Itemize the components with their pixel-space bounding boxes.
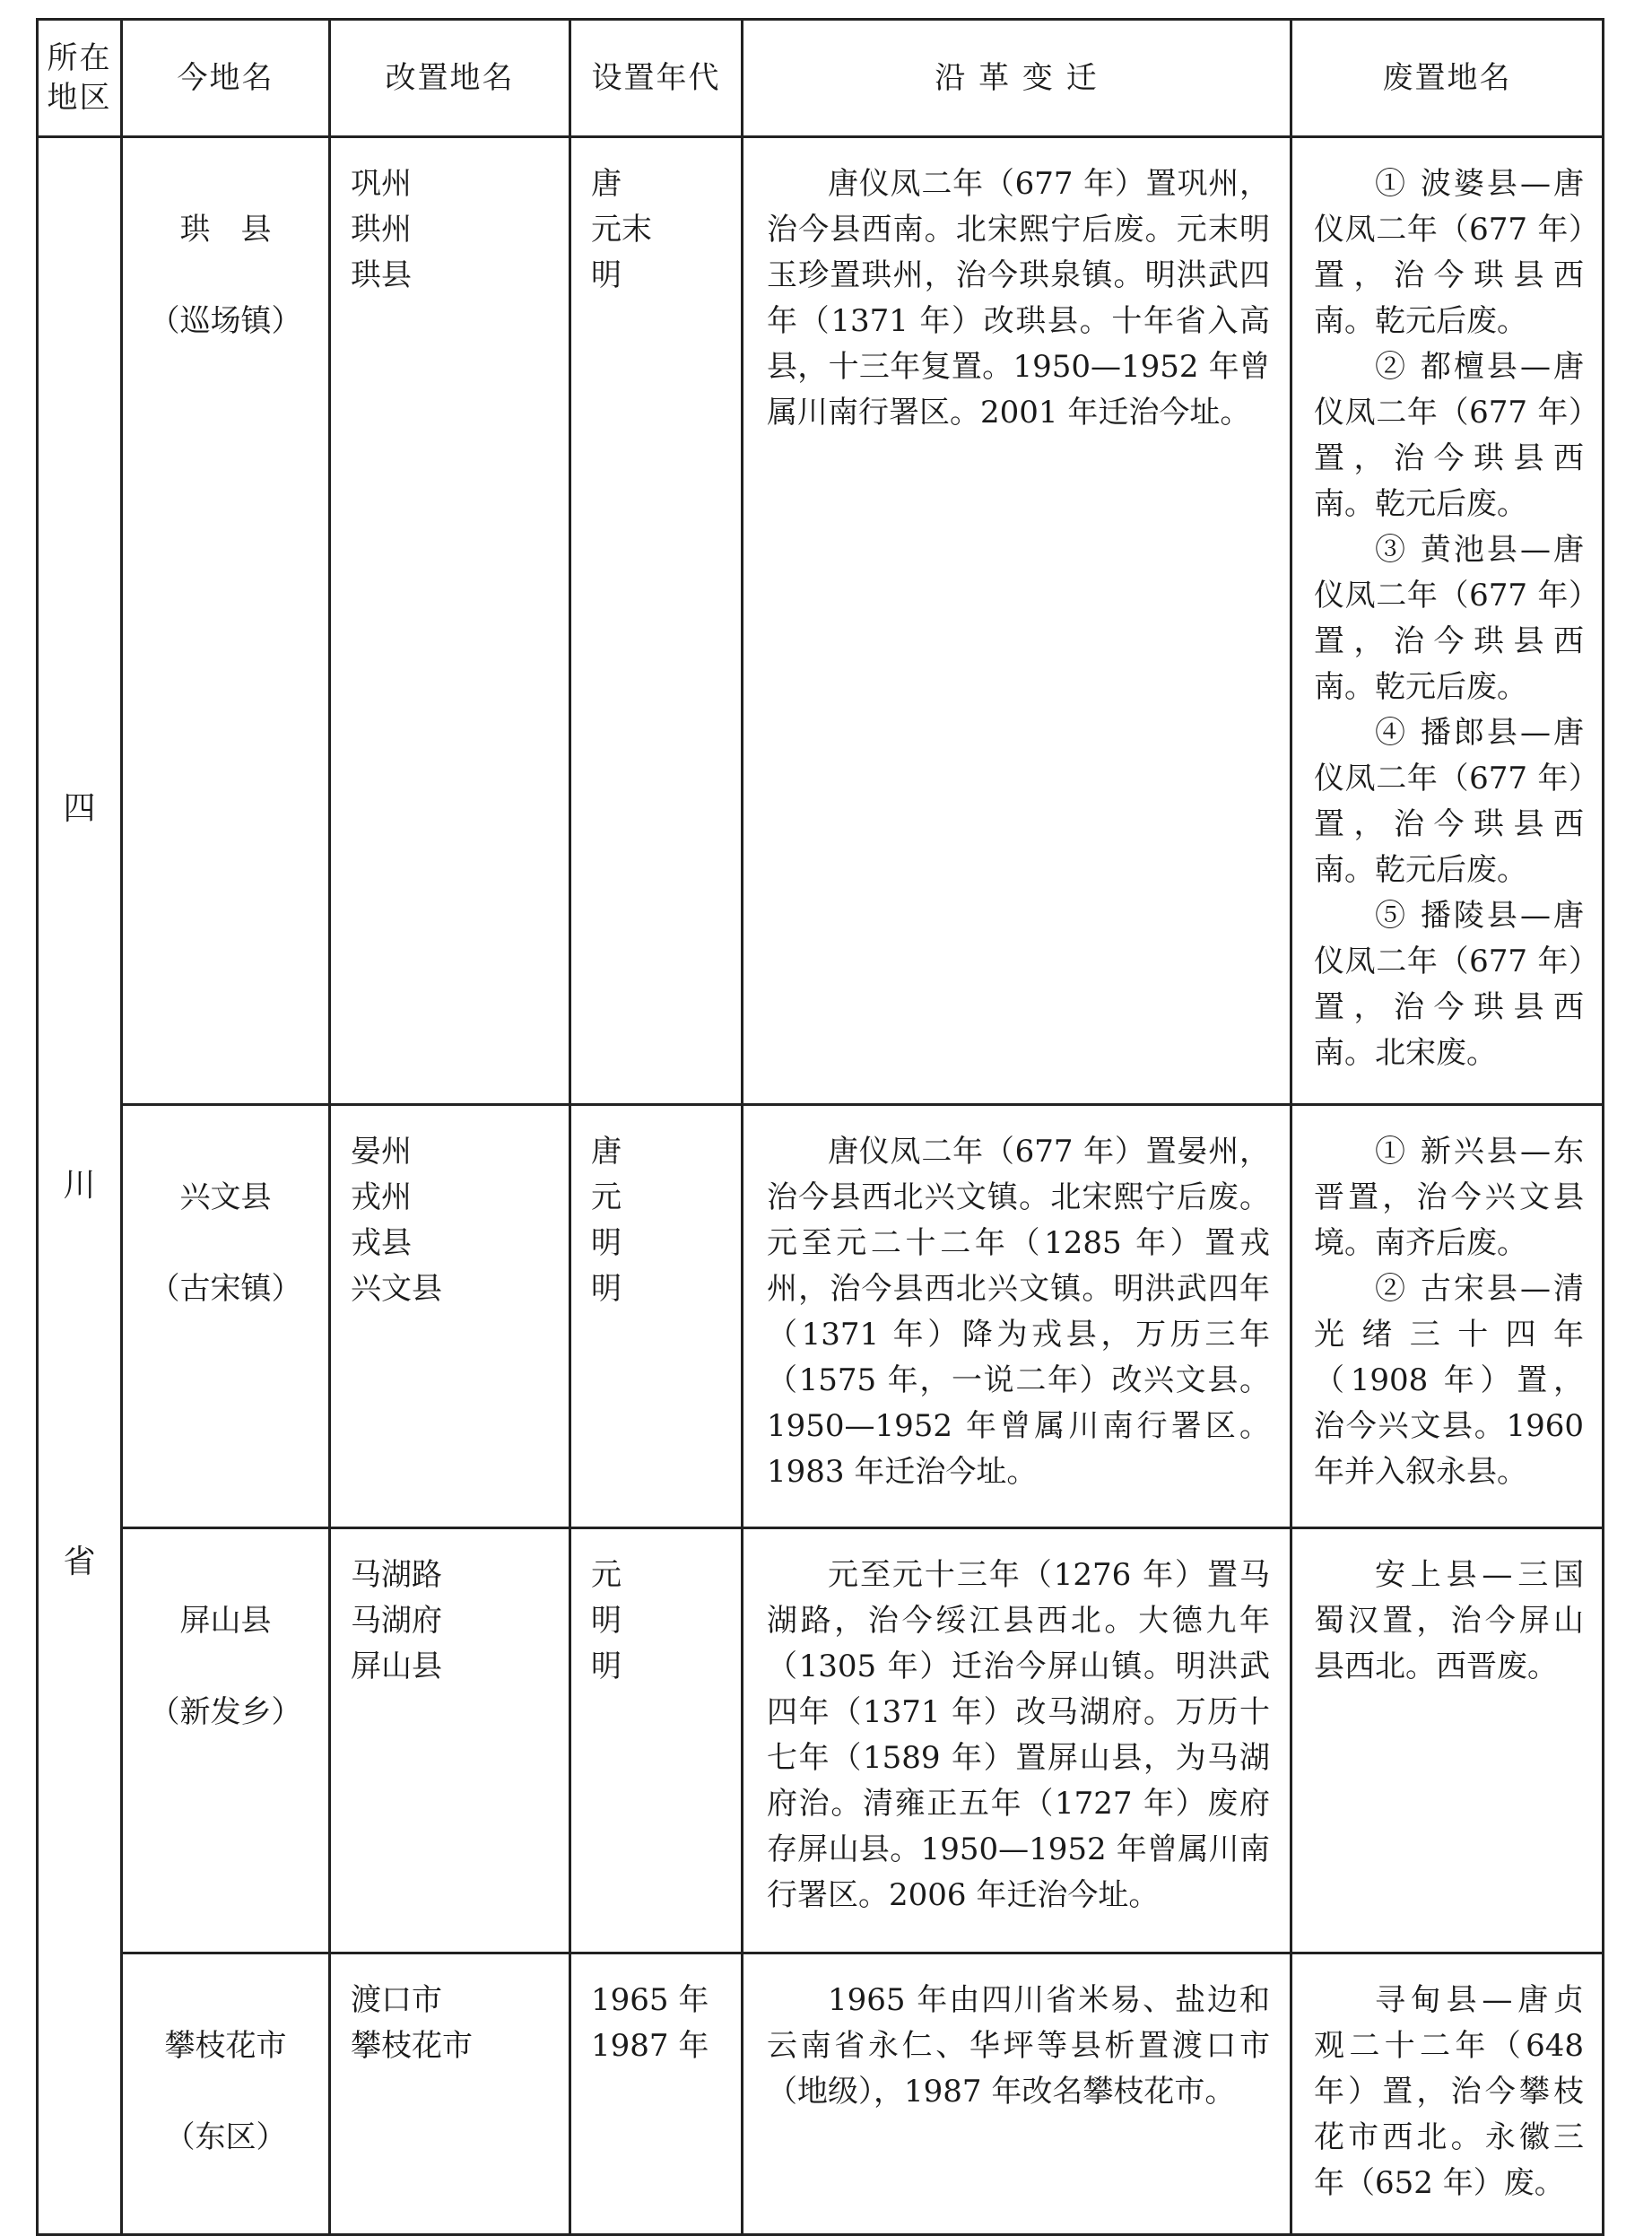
former-names: 渡口市 攀枝花市 (351, 1982, 473, 2064)
abolished-entry: ② 古宋县—清光绪三十四年（1908 年）置，治今兴文县。1960 年并入叙永县。 (1314, 1271, 1584, 1490)
abolished-entry: ④ 播郎县—唐仪凤二年（677 年）置，治今珙县西南。乾元后废。 (1314, 715, 1584, 888)
abolished-cell (1291, 137, 1604, 1105)
history-text: 唐仪凤二年（677 年）置晏州，治今县西北兴文镇。北宋熙宁后废。元至元二十二年（1285 年）置戎州，治今县西北兴文镇。明洪武四年（1371 年）降为戎县，万历三年（1575 年，一说二年）改兴文县。1950—1952 年曾属川南行署区。1983 年迁治今址。 (767, 1134, 1270, 1490)
current-name-cell (122, 1953, 330, 2235)
current-seat: （东区） (164, 2119, 287, 2155)
header-region: 所在 地区 (38, 20, 122, 137)
former-names: 晏州 戎州 戎县 兴文县 (351, 1134, 442, 1307)
former-names-cell (330, 1953, 570, 2235)
former-names-cell (330, 1105, 570, 1528)
former-names-cell (330, 1528, 570, 1953)
established-era: 唐 元末 明 (591, 166, 652, 293)
abolished-entry: 寻甸县—唐贞观二十二年（648 年）置，治今攀枝花市西北。永徽三年（652 年）废。 (1314, 1982, 1584, 2201)
table-row (38, 1528, 1604, 1953)
current-name-cell (122, 1105, 330, 1528)
established-era: 唐 元 明 明 (591, 1134, 622, 1307)
current-seat: （巡场镇） (149, 303, 302, 339)
history-text: 1965 年由四川省米易、盐边和云南省永仁、华坪等县析置渡口市（地级），1987 年改名攀枝花市。 (767, 1982, 1270, 2110)
table-row (38, 1105, 1604, 1528)
history-cell (743, 1105, 1291, 1528)
current-name: 珙 县 (179, 212, 272, 248)
abolished-entry: 安上县—三国蜀汉置，治今屏山县西北。西晋废。 (1314, 1557, 1584, 1684)
current-seat: （新发乡） (149, 1694, 302, 1730)
region-char: 川 (63, 1167, 96, 1204)
gazetteer-table (36, 18, 1604, 2236)
former-names-cell (330, 137, 570, 1105)
table-header (38, 20, 1604, 137)
table-row (38, 1953, 1604, 2235)
history-text: 唐仪凤二年（677 年）置巩州，治今县西南。北宋熙宁后废。元末明玉珍置珙州，治今珙泉镇。明洪武四年（1371 年）改珙县。十年省入高县，十三年复置。1950—1952 年曾属川南行署区。2001 年迁治今址。 (767, 166, 1270, 431)
established-cell (570, 137, 743, 1105)
header-former-name: 改置地名 (330, 20, 570, 137)
history-cell (743, 1953, 1291, 2235)
established-cell (570, 1105, 743, 1528)
region-char: 四 (63, 790, 96, 827)
table-body (38, 137, 1604, 2235)
former-names: 马湖路 马湖府 屏山县 (351, 1557, 442, 1684)
abolished-cell (1291, 1105, 1604, 1528)
abolished-cell (1291, 1953, 1604, 2235)
abolished-entry: ② 都檀县—唐仪凤二年（677 年）置，治今珙县西南。乾元后废。 (1314, 349, 1584, 522)
current-seat: （古宋镇） (149, 1271, 302, 1307)
abolished-cell (1291, 1528, 1604, 1953)
established-era: 1965 年 1987 年 (591, 1982, 709, 2064)
abolished-entry: ⑤ 播陵县—唐仪凤二年（677 年）置，治今珙县西南。北宋废。 (1314, 898, 1584, 1071)
abolished-entry: ① 新兴县—东晋置，治今兴文县境。南齐后废。 (1314, 1134, 1584, 1261)
current-name: 屏山县 (179, 1603, 272, 1639)
table-row (38, 137, 1604, 1105)
current-name-cell (122, 137, 330, 1105)
abolished-entry: ① 波婆县—唐仪凤二年（677 年）置，治今珙县西南。乾元后废。 (1314, 166, 1584, 339)
established-cell (570, 1953, 743, 2235)
header-abolished: 废置地名 (1291, 20, 1604, 137)
established-cell (570, 1528, 743, 1953)
current-name: 兴文县 (179, 1179, 272, 1215)
current-name-cell (122, 1528, 330, 1953)
history-cell (743, 137, 1291, 1105)
current-name: 攀枝花市 (164, 2028, 287, 2064)
header-established: 设置年代 (570, 20, 743, 137)
established-era: 元 明 明 (591, 1557, 622, 1684)
header-history: 沿 革 变 迁 (743, 20, 1291, 137)
history-text: 元至元十三年（1276 年）置马湖路，治今绥江县西北。大德九年（1305 年）迁治今屏山镇。明洪武四年（1371 年）改马湖府。万历十七年（1589 年）置屏山县，为马湖府治。清雍正五年（1727 年）废府存屏山县。1950—1952 年曾属川南行署区。2006 年迁治今址。 (767, 1557, 1270, 1913)
region-cell (38, 137, 122, 2235)
region-char: 省 (63, 1544, 96, 1580)
abolished-entry: ③ 黄池县—唐仪凤二年（677 年）置，治今珙县西南。乾元后废。 (1314, 532, 1584, 705)
header-current-name: 今地名 (122, 20, 330, 137)
history-cell (743, 1528, 1291, 1953)
former-names: 巩州 珙州 珙县 (351, 166, 412, 293)
